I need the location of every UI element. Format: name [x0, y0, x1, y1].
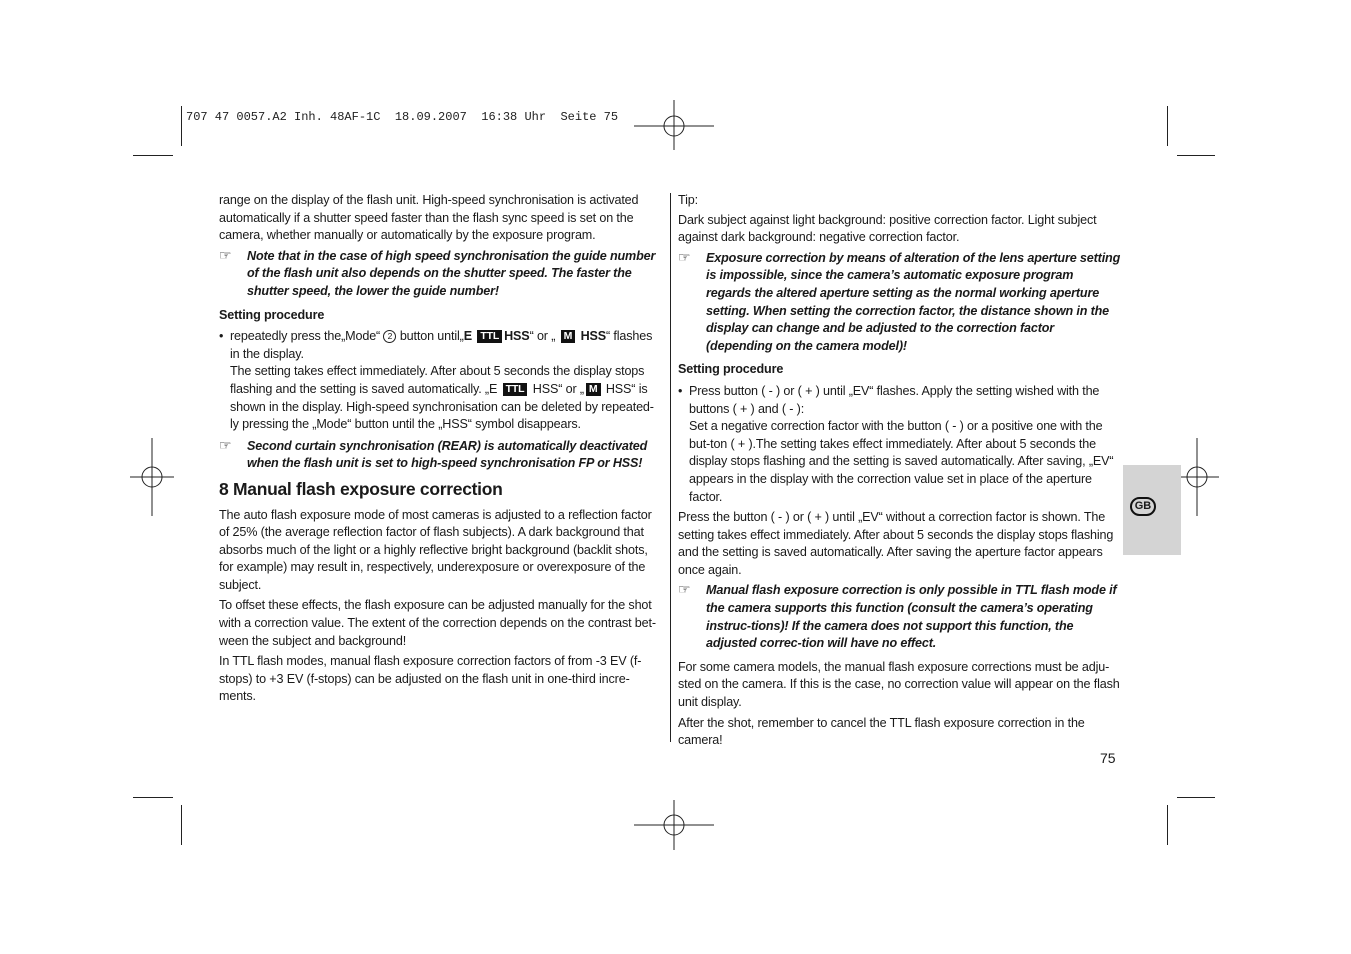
- bullet-icon: •: [678, 383, 683, 398]
- text-span: HSS“ or „: [532, 381, 584, 396]
- ttl-badge: TTL: [477, 330, 502, 343]
- paragraph: Dark subject against light background: positive correction factor. Light subject against dark background: negative correction factor.: [678, 212, 1097, 245]
- crop-mark: [181, 805, 182, 845]
- note-text: Manual flash exposure correction is only possible in TTL flash mode if the camera supports this function (consult the camera’s operating instruc-tions)! If the camera does not support this function, the adjusted correc-tion will have no effect.: [706, 583, 1117, 651]
- note: [219, 248, 659, 301]
- pointing-hand-icon: ☞: [678, 581, 691, 598]
- subheading: Setting procedure: [219, 307, 325, 322]
- note: [219, 438, 659, 473]
- note-text: Note that in the case of high speed synchronisation the guide number of the flash unit also depends on the shutter speed. The faster the shutter speed, the lower the guide number!: [247, 248, 656, 298]
- registration-mark-icon: [1175, 438, 1219, 516]
- crop-mark: [1167, 106, 1168, 146]
- left-column: [219, 192, 659, 709]
- crop-mark: [1167, 805, 1168, 845]
- page-number: 75: [1100, 750, 1116, 766]
- note-text: Exposure correction by means of alteration of the lens aperture setting is impossible, since the camera’s automatic exposure program regards the altered aperture setting as the normal working aperture setting. When setting the correction factor, the distance shown in the display can change and be adjusted to the correction factor (depending on the camera model)!: [706, 250, 1121, 353]
- column-divider: [670, 193, 671, 742]
- paragraph: In TTL flash modes, manual flash exposure correction factors of from -3 EV (f-stops) to +3 EV (f-stops) can be adjusted on the flash unit in one-third incre-ments.: [219, 654, 642, 704]
- note: [678, 582, 1121, 652]
- crop-mark: [133, 155, 173, 156]
- list-item: [219, 328, 659, 434]
- circled-number-icon: 2: [383, 330, 396, 343]
- registration-mark-icon: [130, 438, 174, 516]
- note-text: Second curtain synchronisation (REAR) is automatically deactivated when the flash unit is set to high-speed synchronisation FP or HSS!: [247, 438, 648, 471]
- text-span: Press button ( - ) or ( + ) until „EV“ flashes. Apply the setting wished with the buttons ( + ) and ( - ):: [689, 383, 1100, 416]
- registration-mark-icon: [634, 100, 714, 150]
- paragraph: Press the button ( - ) or ( + ) until „EV“ without a correction factor is shown. The setting takes effect immediately. After about 5 seconds the display stops flashing and the setting is saved automatically. After saving the aperture factor appears once again.: [678, 510, 1114, 577]
- paragraph: For some camera models, the manual flash exposure corrections must be adju-sted on the camera. If this is the case, no correction value will appear on the flash unit display.: [678, 659, 1120, 710]
- text-span: repeatedly press the„Mode“: [230, 329, 381, 344]
- pointing-hand-icon: ☞: [678, 248, 691, 265]
- registration-mark-icon: [634, 800, 714, 850]
- hss-label: HSS: [504, 329, 530, 344]
- text-span: Set a negative correction factor with the button ( - ) or a positive one with the but-ton ( + ).The setting takes effect immediately. After about 5 seconds the display stops flashing and the setting is saved automatically. After saving, „EV“ appears in the display with the correction value set in place of the aperture factor.: [689, 419, 1114, 504]
- list-item: [678, 383, 1121, 506]
- subheading: Setting procedure: [678, 362, 784, 377]
- tip-label: Tip:: [678, 193, 698, 207]
- crop-mark: [181, 106, 182, 146]
- paragraph: The auto flash exposure mode of most cameras is adjusted to a reflection factor of 25% (the average reflection factor of flash subjects). A dark background that absorbs much of the light or a highly reflective bright background (backlit shots, for example) may result in, respectively, underexposure or overexposure of the subject.: [219, 507, 652, 592]
- paragraph: After the shot, remember to cancel the TTL flash exposure correction in the camera!: [678, 715, 1085, 748]
- text-span: HSS“ is shown in the display. High-speed synchronisation can be deleted by repeated-ly pressing the „Mode“ button until the „HSS“ symbol disappears.: [230, 381, 654, 432]
- note: [678, 250, 1121, 356]
- ttl-badge: TTL: [503, 383, 528, 396]
- paragraph: range on the display of the flash unit. High-speed synchronisation is activated automatically if a shutter speed faster than the flash sync speed is set on the camera, whether manually or automatically by the exposure program.: [219, 193, 639, 243]
- paragraph: To offset these effects, the flash exposure can be adjusted manually for the shot with a correction value. The extent of the correction depends on the contrast bet-ween the subject and background!: [219, 598, 656, 648]
- crop-mark: [1177, 155, 1215, 156]
- text-span: button until„: [399, 329, 464, 344]
- section-title: 8 Manual flash exposure correction: [219, 478, 503, 499]
- bullet-icon: •: [219, 329, 224, 344]
- language-badge: GB: [1130, 497, 1156, 516]
- text-span: “ flashes in the display.: [230, 329, 653, 361]
- crop-mark: [133, 797, 173, 798]
- mode-letter: E: [463, 329, 472, 344]
- print-header: 707 47 0057.A2 Inh. 48AF-1C 18.09.2007 16:38 Uhr Seite 75: [186, 110, 619, 124]
- text-span: The setting takes effect immediately. After about 5 seconds the display stops flashing and the setting is saved automatically. „E: [230, 364, 645, 396]
- text-span: “ or „: [529, 329, 556, 344]
- right-column: [678, 192, 1121, 753]
- manual-badge: M: [561, 330, 576, 343]
- pointing-hand-icon: ☞: [219, 436, 232, 453]
- crop-mark: [1177, 797, 1215, 798]
- hss-label: HSS: [580, 329, 607, 344]
- pointing-hand-icon: ☞: [219, 246, 232, 263]
- manual-badge: M: [586, 383, 601, 396]
